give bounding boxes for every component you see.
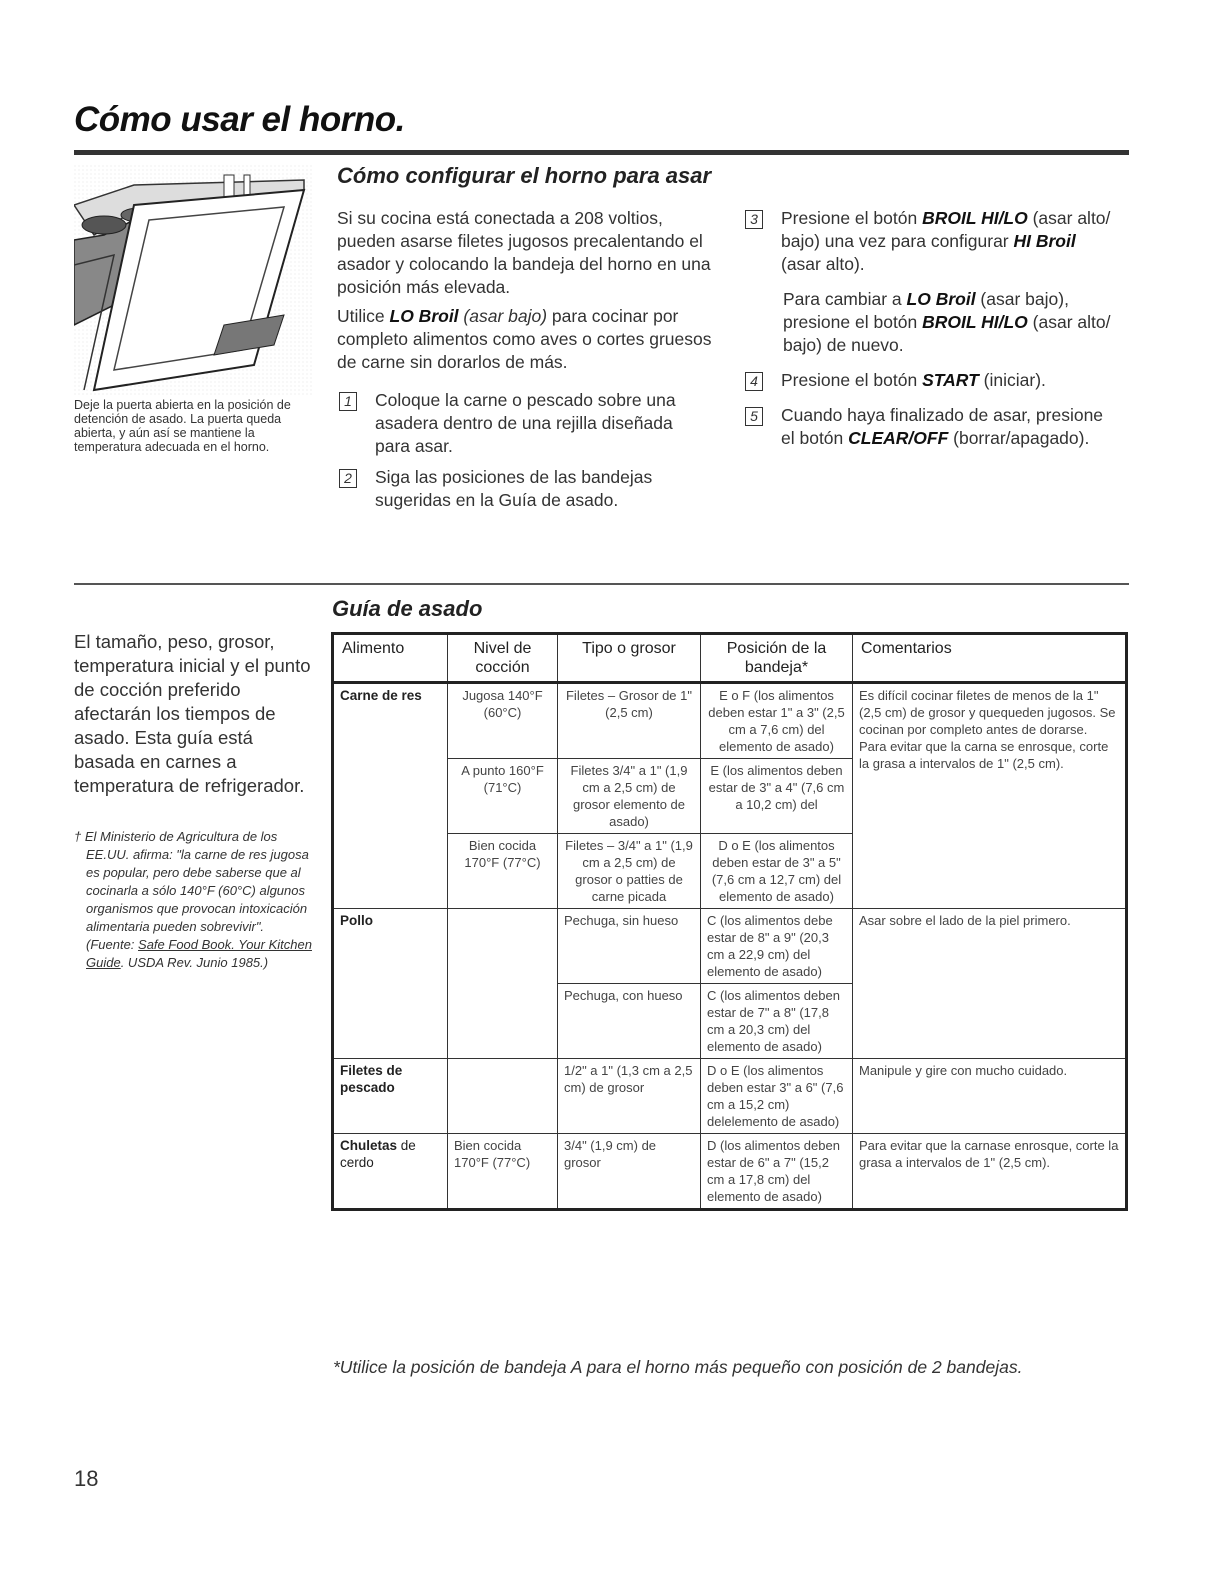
column-header: Nivel de cocción	[448, 634, 558, 683]
doneness-cell: Bien cocida 170°F (77°C)	[448, 834, 558, 909]
food-cell: Carne de res	[333, 683, 448, 909]
lo-broil-paragraph: Utilice LO Broil (asar bajo) para cocinar por completo alimentos como aves o cortes gruesos de carne sin dorarlos de más.	[337, 306, 712, 372]
broil-intro: Si su cocina está conectada a 208 voltios, pueden asarse filetes jugosos precalentando el asador y colocando la bandeja del horno en una posición más elevada.	[337, 208, 711, 297]
type-cell: 3/4" (1,9 cm) de grosor	[558, 1134, 701, 1210]
position-cell: C (los alimentos deben estar de 7" a 8" (17,8 cm a 20,3 cm) del elemento de asado)	[701, 984, 853, 1059]
type-cell: 1/2" a 1" (1,3 cm a 2,5 cm) de grosor	[558, 1059, 701, 1134]
column-header: Tipo o grosor	[558, 634, 701, 683]
illustration-caption: Deje la puerta abierta en la posición de detención de asado. La puerta queda abierta, y aún así se mantiene la temperatura adecuada en el horno.	[74, 398, 291, 454]
doneness-cell: Jugosa 140°F (60°C)	[448, 683, 558, 759]
position-cell: E o F (los alimentos deben estar 1" a 3" (2,5 cm a 7,6 cm) del elemento de asado)	[701, 683, 853, 759]
position-cell: C (los alimentos debe estar de 8" a 9" (20,3 cm a 22,9 cm) del elemento de asado)	[701, 909, 853, 984]
step-number: 5	[745, 407, 763, 426]
title-rule	[74, 150, 1129, 155]
column-header: Alimento	[333, 634, 448, 683]
step-number: 1	[339, 392, 357, 411]
position-cell: D (los alimentos deben estar de 6" a 7" (15,2 cm a 17,8 cm) del elemento de asado)	[701, 1134, 853, 1210]
table-footnote: *Utilice la posición de bandeja A para el horno más pequeño con posición de 2 bandejas.	[333, 1357, 1023, 1377]
step-5	[745, 404, 1111, 450]
column-header: Posición de la bandeja*	[701, 634, 853, 683]
doneness-cell: A punto 160°F (71°C)	[448, 759, 558, 834]
step-text: Cuando haya finalizado de asar, presione el botón CLEAR/OFF (borrar/apagado).	[781, 405, 1104, 448]
step-1	[339, 389, 705, 458]
step-number: 3	[745, 210, 763, 229]
step-number: 2	[339, 469, 357, 488]
step-text: Presione el botón BROIL HI/LO (asar alto/ bajo) una vez para configurar HI Broil (asar alto).	[781, 208, 1111, 274]
step-text: Coloque la carne o pescado sobre una asadera dentro de una rejilla diseñada para asar.	[375, 390, 676, 456]
comment-cell: Es difícil cocinar filetes de menos de la 1" (2,5 cm) de grosor y quequeden jugosos. Se cocinan por completo antes de dorarse. Para evitar que la carna se enrosque, corte la grasa a intervalos de 1" (2,5 cm).	[853, 683, 1127, 909]
section-rule	[74, 583, 1129, 585]
page-title: Cómo usar el horno.	[74, 100, 405, 139]
guide-side-note: El tamaño, peso, grosor, temperatura inicial y el punto de cocción preferido afectarán los tiempos de asado. Esta guía está basada en carnes a temperatura de refrigerador.	[74, 631, 311, 796]
broil-guide-table	[331, 632, 1128, 1211]
table-row	[333, 909, 1127, 984]
page-number: 18	[74, 1466, 99, 1491]
step-4	[745, 369, 1111, 392]
step-2	[339, 466, 705, 512]
type-cell: Filetes 3/4" a 1" (1,9 cm a 2,5 cm) de grosor elemento de asado)	[558, 759, 701, 834]
comment-cell: Para evitar que la carnase enrosque, corte la grasa a intervalos de 1" (2,5 cm).	[853, 1134, 1127, 1210]
position-cell: D o E (los alimentos deben estar 3" a 6" (7,6 cm a 15,2 cm) delelemento de asado)	[701, 1059, 853, 1134]
food-cell: Chuletas de cerdo	[333, 1134, 448, 1210]
type-cell: Filetes – Grosor de 1" (2,5 cm)	[558, 683, 701, 759]
position-cell: E (los alimentos deben estar de 3" a 4" (7,6 cm a 10,2 cm) del	[701, 759, 853, 834]
position-cell: D o E (los alimentos deben estar de 3" a 5" (7,6 cm a 12,7 cm) del elemento de asado)	[701, 834, 853, 909]
step-number: 4	[745, 372, 763, 391]
step-text: Presione el botón START (iniciar).	[781, 370, 1046, 390]
broil-guide-heading: Guía de asado	[332, 596, 483, 621]
column-header: Comentarios	[853, 634, 1127, 683]
table-header-row	[333, 634, 1127, 683]
step-3	[745, 207, 1111, 276]
table-row	[333, 683, 1127, 759]
comment-cell: Manipule y gire con mucho cuidado.	[853, 1059, 1127, 1134]
doneness-cell: Bien cocida 170°F (77°C)	[448, 1134, 558, 1210]
table-row	[333, 1059, 1127, 1134]
food-cell: Pollo	[333, 909, 448, 1059]
usda-footnote: † El Ministerio de Agricultura de los EE.UU. afirma: "la carne de res jugosa es popular, pero debe saberse que al cocinarla a sólo 140°F (60°C) algunos organismos que provocan intoxicación alimentaria pueden sobrevivir". (Fuente: Safe Food Book. Your Kitchen Guide. USDA Rev. Junio 1985.)	[74, 829, 312, 970]
type-cell: Pechuga, con hueso	[558, 984, 701, 1059]
step-text: Siga las posiciones de las bandejas sugeridas en la Guía de asado.	[375, 467, 653, 510]
table-row	[333, 1134, 1127, 1210]
step-3-extra: Para cambiar a LO Broil (asar bajo), presione el botón BROIL HI/LO (asar alto/ bajo) de nuevo.	[783, 289, 1111, 355]
comment-cell: Asar sobre el lado de la piel primero.	[853, 909, 1127, 1059]
doneness-cell	[448, 909, 558, 1059]
type-cell: Pechuga, sin hueso	[558, 909, 701, 984]
doneness-cell	[448, 1059, 558, 1134]
source-title: Safe Food Book. Your Kitchen Guide	[86, 937, 312, 970]
food-cell: Filetes de pescado	[333, 1059, 448, 1134]
type-cell: Filetes – 3/4" a 1" (1,9 cm a 2,5 cm) de grosor o patties de carne picada	[558, 834, 701, 909]
oven-door-open-illustration	[74, 165, 314, 395]
broil-setup-heading: Cómo configurar el horno para asar	[337, 163, 712, 188]
